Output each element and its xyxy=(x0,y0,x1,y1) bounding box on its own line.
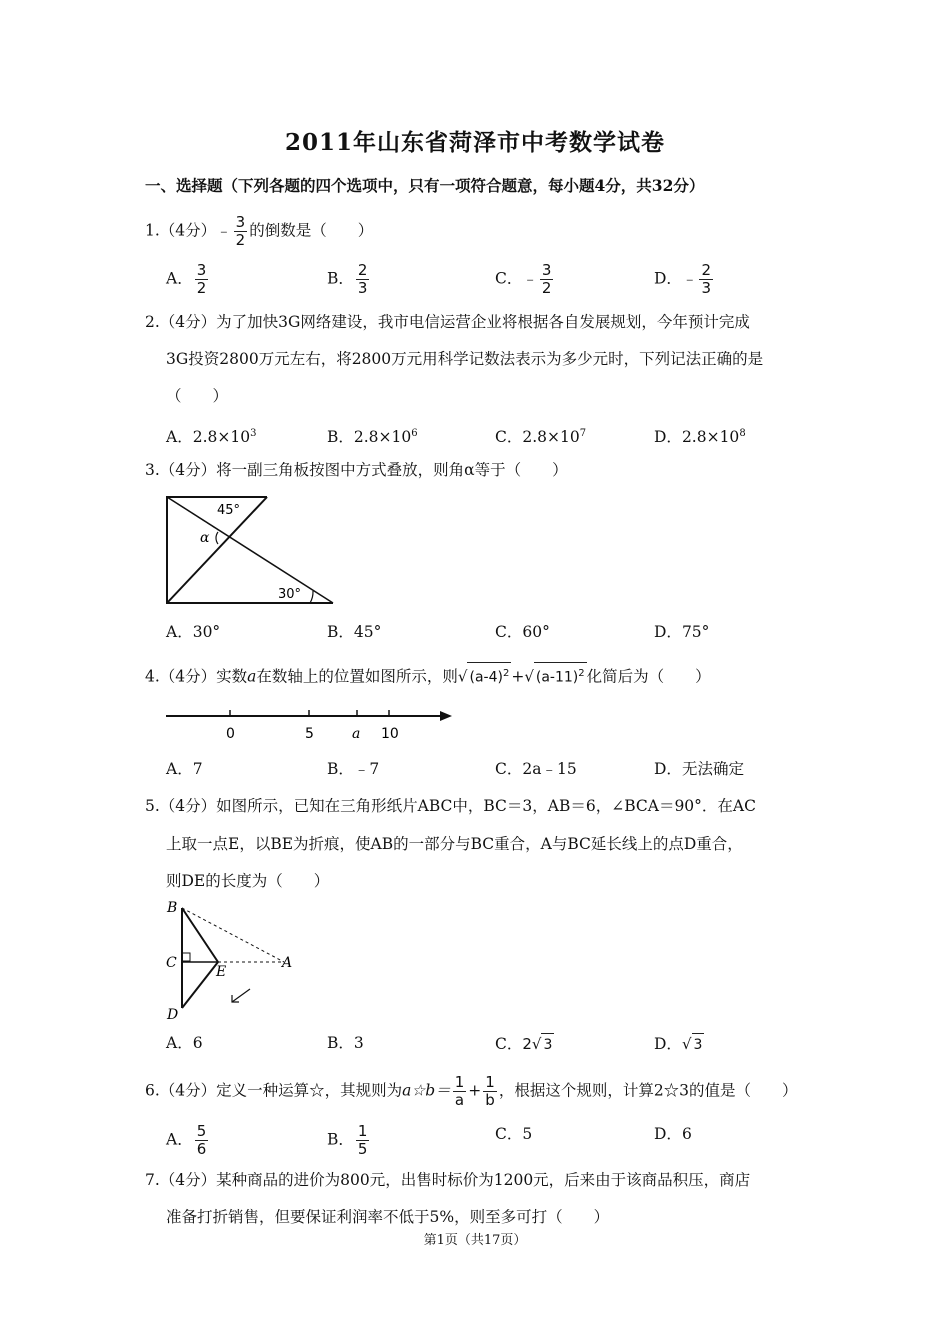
q2-option-b[interactable]: B．$2.8\times 10^6$ xyxy=(327,428,418,447)
q3-option-b[interactable]: B．45° xyxy=(327,623,382,641)
page-footer: 第1页（共17页） xyxy=(423,1233,527,1248)
q1-option-b[interactable]: B． $\frac{2}{3}$ xyxy=(327,261,368,297)
q5-option-a[interactable]: A．6 xyxy=(166,1034,203,1052)
q4-option-a[interactable]: A．7 xyxy=(166,760,203,778)
section-heading: 一、选择题（下列各题的四个选项中，只有一项符合题意，每小题4分，共32分） xyxy=(145,176,705,195)
question-2-line-1: 2.（4分）为了加快3G网络建设，我市电信运营企业将根据各自发展规划，今年预计完成 xyxy=(145,313,750,331)
q2-option-a[interactable]: A．$2.8\times 10^3$ xyxy=(166,428,257,447)
q4-label-10: 10 xyxy=(381,726,399,742)
q1-option-a[interactable]: A． $\frac{3}{2}$ xyxy=(166,261,207,297)
question-7-line-1: 7.（4分）某种商品的进价为800元，出售时标价为1200元，后来由于该商品积压，商店 xyxy=(145,1171,751,1189)
question-5-line-3: 则DE的长度为（ ） xyxy=(166,872,330,890)
q5-label-e: E xyxy=(216,964,227,980)
q4-option-d[interactable]: D．无法确定 xyxy=(654,760,744,778)
q3-label-30: 30° xyxy=(278,587,302,602)
q4-label-a: a xyxy=(352,726,361,742)
q3-hypotenuse-30 xyxy=(167,497,333,603)
q4-axis-arrow xyxy=(440,711,452,721)
question-1 xyxy=(145,214,373,249)
question-2-line-3: （ ） xyxy=(166,387,229,405)
q6-option-d[interactable]: D．6 xyxy=(654,1125,692,1143)
q5-dashed-ba xyxy=(182,908,284,962)
q6-option-a[interactable]: A． $\frac{5}{6}$ xyxy=(166,1122,207,1158)
q4-option-b[interactable]: B．﹣7 xyxy=(327,760,380,778)
q3-triangle-figure xyxy=(160,492,340,608)
q3-arc-alpha xyxy=(216,532,218,544)
question-6: 6.（4分）定义一种运算☆，其规则为a☆b＝ $\frac{1}{a}$ + $\frac{1}{b}$ ，根据这个规则，计算2☆3的值是（ ） xyxy=(145,1073,798,1109)
q3-label-45: 45° xyxy=(217,503,241,518)
q1-suffix: 的倒数是（ ） xyxy=(249,221,374,240)
q5-option-c[interactable]: C．2√ 3 xyxy=(495,1035,553,1053)
q3-label-alpha: α xyxy=(200,530,210,546)
q4-option-c[interactable]: C．2a﹣15 xyxy=(495,760,577,778)
q6-option-b[interactable]: B． $\frac{1}{5}$ xyxy=(327,1122,368,1158)
q3-option-a[interactable]: A．30° xyxy=(166,623,221,641)
q1-neg: ﹣ xyxy=(216,221,232,240)
q4-radicand-2: $(a-11)^2$ xyxy=(534,662,587,688)
question-7-line-2: 准备打折销售，但要保证利润率不低于5%，则至多可打（ ） xyxy=(166,1208,610,1226)
q3-arc-30 xyxy=(310,591,313,603)
question-5-line-2: 上取一点E，以BE为折痕，使AB的一部分与BC重合，A与BC延长线上的点D重合， xyxy=(166,835,743,853)
question-3: 3.（4分）将一副三角板按图中方式叠放，则角α等于（ ） xyxy=(145,461,568,479)
question-5-line-1: 5.（4分）如图所示，已知在三角形纸片ABC中，BC＝3，AB＝6，∠BCA＝90°．在AC xyxy=(145,797,756,815)
q5-option-b[interactable]: B．3 xyxy=(327,1034,364,1052)
q2-option-d[interactable]: D．$2.8\times 10^8$ xyxy=(654,428,746,447)
page-title: 2011年山东省菏泽市中考数学试卷 xyxy=(284,129,665,156)
q2-option-c[interactable]: C．$2.8\times 10^7$ xyxy=(495,428,587,447)
q5-line-ed xyxy=(182,962,218,1008)
q3-option-d[interactable]: D．75° xyxy=(654,623,710,641)
q1-option-d[interactable]: D．﹣ $\frac{2}{3}$ xyxy=(654,261,711,297)
question-4: 4.（4分）实数a在数轴上的位置如图所示，则√ $(a-4)^2$ +√ $(a-11)^2$ 化简后为（ ） xyxy=(145,662,711,688)
question-2-line-2: 3G投资2800万元左右，将2800万元用科学记数法表示为多少元时，下列记法正确的是 xyxy=(166,350,764,368)
q4-label-5: 5 xyxy=(305,726,314,742)
q5-label-b: B xyxy=(167,900,178,916)
q1-frac-den: 2 xyxy=(235,231,246,249)
q1-fraction xyxy=(234,214,248,249)
q5-triangle-figure xyxy=(160,896,300,1024)
q3-left-edge xyxy=(166,496,168,604)
q5-label-d: D xyxy=(167,1007,179,1023)
q1-frac-num: 3 xyxy=(235,213,246,231)
q5-line-be xyxy=(182,908,218,962)
q5-right-angle-mark xyxy=(182,953,190,961)
q1-prefix: 1.（4分） xyxy=(145,221,217,240)
q4-radicand-1: $(a-4)^2$ xyxy=(467,662,511,688)
q5-arrow-shaft xyxy=(232,989,250,1002)
q4-number-line xyxy=(160,704,460,746)
q5-option-d[interactable]: D．√ 3 xyxy=(654,1035,703,1053)
q4-label-0: 0 xyxy=(226,726,235,742)
q5-label-c: C xyxy=(166,955,177,971)
q5-label-a: A xyxy=(282,955,293,971)
q3-option-c[interactable]: C．60° xyxy=(495,623,550,641)
q1-option-c[interactable]: C．﹣ $\frac{3}{2}$ xyxy=(495,261,552,297)
q6-option-c[interactable]: C．5 xyxy=(495,1125,533,1143)
